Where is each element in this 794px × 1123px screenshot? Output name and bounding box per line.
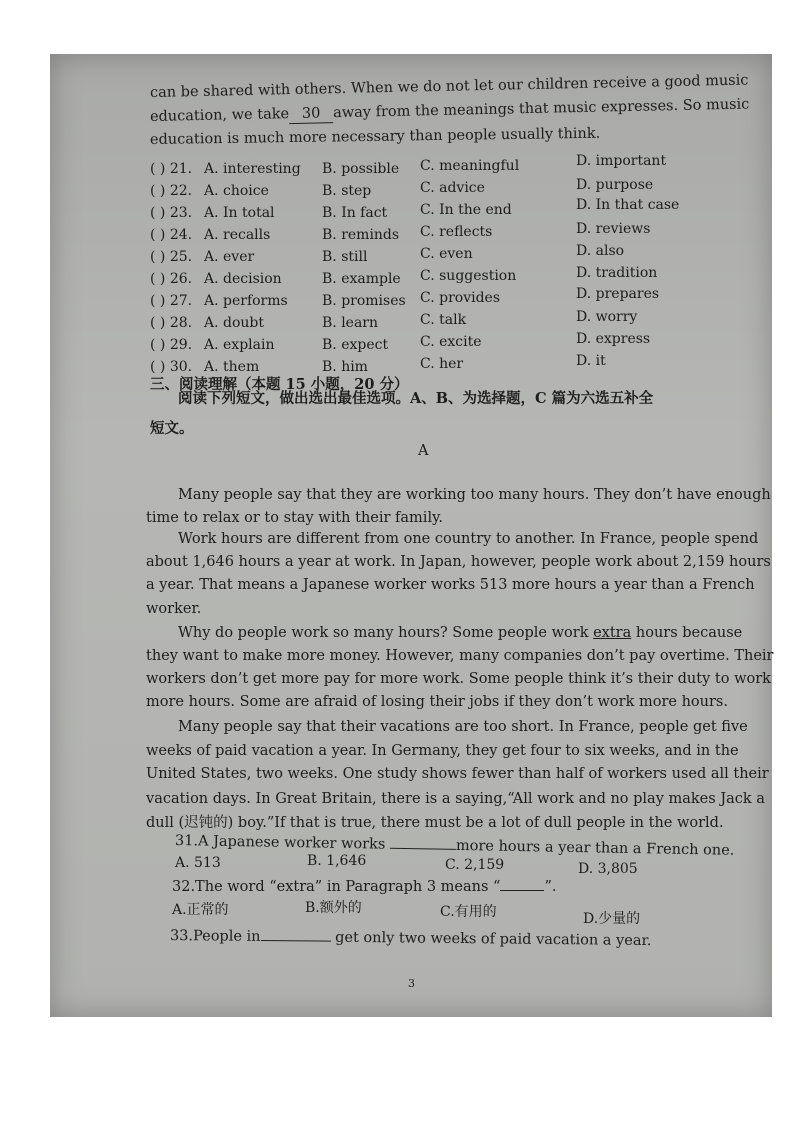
q31-stem: 31.A Japanese worker works <box>174 833 386 853</box>
q32-option-d: D.少量的 <box>583 911 641 927</box>
q31-stem-end: more hours a year than a French one. <box>455 837 735 859</box>
passage-label: A <box>418 443 429 459</box>
option-24-d: D. reviews <box>576 221 651 237</box>
q32-option-b: B.额外的 <box>305 900 362 916</box>
option-25-c: C. even <box>420 246 473 262</box>
passage-line: about 1,646 hours a year at work. In Japan, however, people work about 2,159 hours <box>146 554 771 570</box>
option-24-c: C. reflects <box>420 224 493 240</box>
intro-line-2a: education, we take <box>149 106 290 125</box>
option-29-n: ( ) 29. <box>150 337 193 353</box>
passage-line: United States, two weeks. One study shows fewer than half of workers used all their <box>146 766 769 782</box>
intro-line-2b: away from the meanings that music expresses. So music <box>332 96 750 122</box>
passage-line: weeks of paid vacation a year. In Germany, they get four to six weeks, and in the <box>146 743 739 759</box>
option-25-b: B. still <box>322 249 368 265</box>
option-28-n: ( ) 28. <box>150 315 193 331</box>
instructions-line-2: 短文。 <box>150 420 194 437</box>
option-28-c: C. talk <box>420 312 467 328</box>
passage-line: time to relax or to stay with their family. <box>146 510 443 526</box>
option-21-n: ( ) 21. <box>150 161 193 177</box>
option-29-b: B. expect <box>322 337 389 353</box>
option-23-d: D. In that case <box>576 197 680 213</box>
q33-stem-end: get only two weeks of paid vacation a year. <box>335 929 652 950</box>
option-30-a: A. them <box>204 359 260 375</box>
q32-blank <box>500 890 544 891</box>
option-25-d: D. also <box>576 243 625 259</box>
q31-option-b: B. 1,646 <box>307 853 367 869</box>
option-28-a: A. doubt <box>204 315 265 331</box>
passage-line: more hours. Some are afraid of losing their jobs if they don’t work more hours. <box>146 694 728 710</box>
option-27-c: C. provides <box>420 290 501 306</box>
q31-blank <box>390 848 456 850</box>
extra-word: extra <box>593 625 632 641</box>
q32-stem-end: ”. <box>544 879 557 895</box>
option-27-b: B. promises <box>322 293 406 309</box>
option-22-a: A. choice <box>204 183 269 199</box>
passage-line-b: hours because <box>635 625 743 641</box>
option-21-a: A. interesting <box>204 161 301 177</box>
passage-line: Work hours are different from one country to another. In France, people spend <box>178 531 759 547</box>
section-title: 三、阅读理解（本题 15 小题，20 分） <box>150 376 409 393</box>
option-28-d: D. worry <box>576 309 638 325</box>
passage-line: worker. <box>146 601 202 617</box>
option-21-c: C. meaningful <box>420 158 520 174</box>
passage-line: dull (迟钝的) boy.”If that is true, there must be a lot of dull people in the world. <box>146 815 724 831</box>
option-21-d: D. important <box>576 153 667 169</box>
q32-option-a: A.正常的 <box>172 902 229 918</box>
option-29-d: D. express <box>576 331 651 347</box>
option-22-n: ( ) 22. <box>150 183 193 199</box>
option-29-a: A. explain <box>204 337 275 353</box>
intro-line-1: can be shared with others. When we do not let our children receive a good music <box>149 72 749 101</box>
option-28-b: B. learn <box>322 315 379 331</box>
option-24-b: B. reminds <box>322 227 400 243</box>
option-26-c: C. suggestion <box>420 268 517 284</box>
option-24-a: A. recalls <box>204 227 271 243</box>
option-30-d: D. it <box>576 353 606 369</box>
q31-option-a: A. 513 <box>175 855 221 871</box>
q32-stem: 32.The word “extra” in Paragraph 3 means “ <box>172 879 501 895</box>
q32-option-c: C.有用的 <box>440 904 497 920</box>
q31-option-d: D. 3,805 <box>578 861 638 877</box>
passage-line: Many people say that they are working too many hours. They don’t have enough <box>178 487 771 503</box>
option-26-n: ( ) 26. <box>150 271 193 287</box>
option-21-b: B. possible <box>322 161 400 177</box>
intro-line-3: education is much more necessary than people usually think. <box>149 125 601 148</box>
instructions-line-1: 阅读下列短文，做出选出最佳选项。A、B、为选择题，C 篇为六选五补全 <box>178 390 654 407</box>
page-number: 3 <box>408 977 415 990</box>
option-23-n: ( ) 23. <box>150 205 193 221</box>
q31-option-c: C. 2,159 <box>445 857 505 873</box>
option-27-a: A. performs <box>204 293 288 309</box>
blank-30: 30 <box>289 104 333 124</box>
passage-line-a: Why do people work so many hours? Some people work <box>178 625 589 641</box>
option-24-n: ( ) 24. <box>150 227 193 243</box>
option-30-n: ( ) 30. <box>150 359 193 375</box>
passage-line: workers don’t get more pay for more work. Some people think it’s their duty to work <box>146 671 771 687</box>
passage-line: vacation days. In Great Britain, there is a saying,“All work and no play makes Jack a <box>146 791 765 807</box>
q33-blank <box>261 940 331 942</box>
option-22-b: B. step <box>322 183 372 199</box>
option-26-d: D. tradition <box>576 265 658 281</box>
option-30-b: B. him <box>322 359 368 375</box>
option-25-a: A. ever <box>204 249 255 265</box>
option-23-c: C. In the end <box>420 202 512 218</box>
option-26-a: A. decision <box>204 271 282 287</box>
option-22-d: D. purpose <box>576 177 654 193</box>
passage-line: a year. That means a Japanese worker works 513 more hours a year than a French <box>146 577 755 593</box>
option-25-n: ( ) 25. <box>150 249 193 265</box>
option-27-n: ( ) 27. <box>150 293 193 309</box>
option-22-c: C. advice <box>420 180 485 196</box>
option-30-c: C. her <box>420 356 464 372</box>
passage-line <box>178 624 742 642</box>
passage-line: Many people say that their vacations are too short. In France, people get five <box>178 719 748 735</box>
option-29-c: C. excite <box>420 334 482 350</box>
q33-stem: 33.People in <box>169 928 261 945</box>
question-32 <box>172 878 556 896</box>
option-27-d: D. prepares <box>576 286 660 302</box>
passage-line: they want to make more money. However, many companies don’t pay overtime. Their <box>146 648 774 664</box>
option-26-b: B. example <box>322 271 401 287</box>
option-23-b: B. In fact <box>322 205 388 221</box>
option-23-a: A. In total <box>204 205 275 221</box>
